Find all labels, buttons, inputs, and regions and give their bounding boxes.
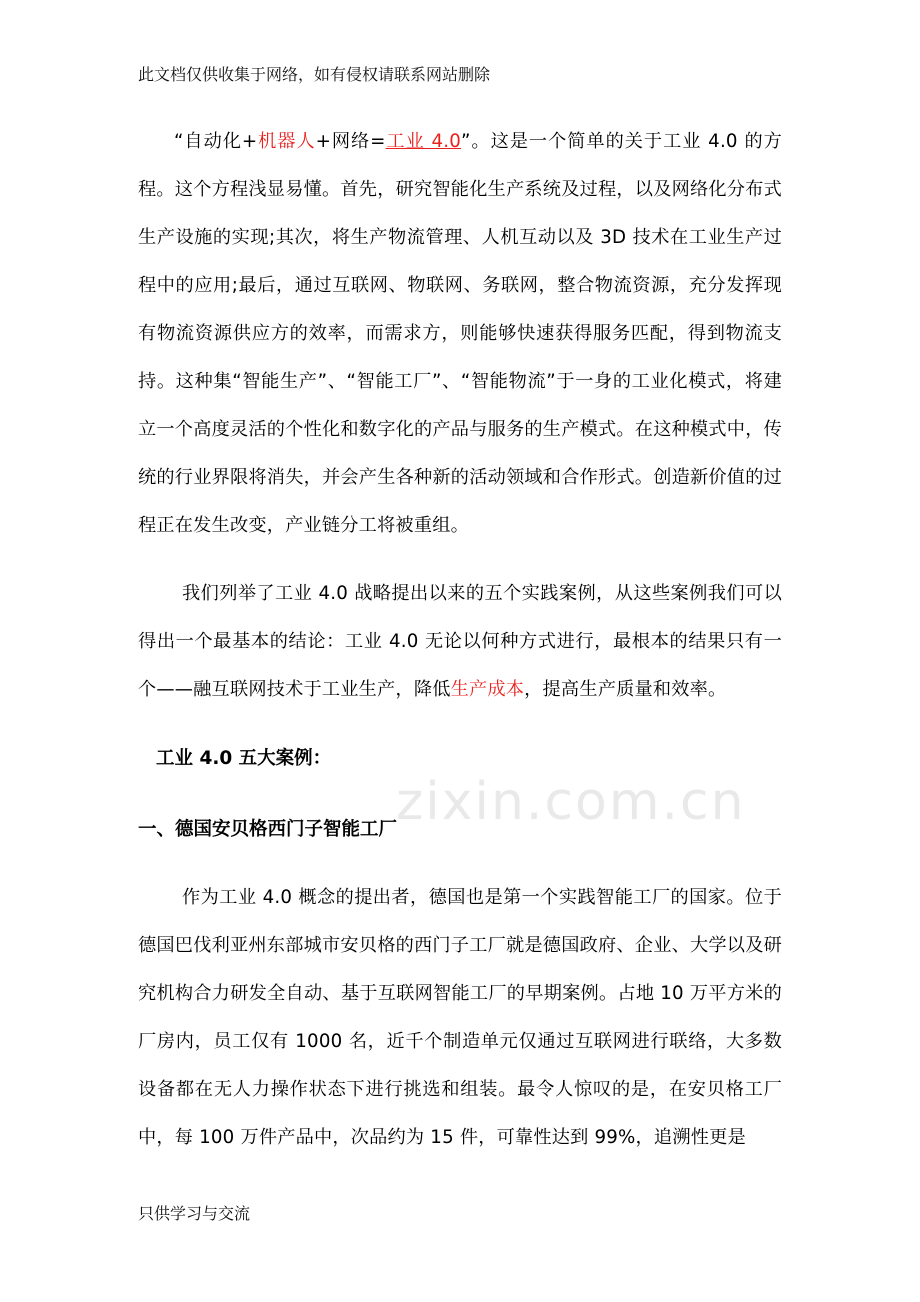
intro-paragraph	[138, 118, 782, 550]
section-heading-case-one: 一、德国安贝格西门子智能工厂	[138, 819, 398, 840]
paragraph-text: +网络=	[315, 131, 386, 152]
watermark: zixin.com.cn	[396, 772, 746, 832]
paragraph-text: “自动化+	[174, 131, 258, 152]
paragraph-text: ，提高生产质量和效率。	[524, 679, 727, 700]
case-one-paragraph: 作为工业 4.0 概念的提出者，德国也是第一个实践智能工厂的国家。位于德国巴伐利亚州东部城市安贝格的西门子工厂就是德国政府、企业、大学以及研究机构合力研发全自动、基于互联网智能工厂的早期案例。占地 10 万平方米的厂房内，员工仅有 1000 名，近千个制造单元仅通过互联网进行联络，大多数设备都在无人力操作状态下进行挑选和组装。最令人惊叹的是，在安贝格工厂中，每 100 万件产品中，次品约为 15 件，可靠性达到 99%，追溯性更是	[138, 887, 782, 1148]
highlight-robot: 机器人	[257, 131, 316, 152]
paragraph-text: 我们列举了工业 4.0 战略提出以来的五个实践案例，从这些案例我们可以得出一个最基本的结论：工业 4.0 无论以何种方式进行，最根本的结果只有一个——融互联网技术于工业生产，降低	[138, 583, 782, 700]
header-disclaimer: 此文档仅供收集于网络，如有侵权请联系网站删除	[138, 65, 491, 84]
highlight-industry40: 工业 4.0	[385, 131, 462, 152]
conclusion-paragraph	[138, 570, 782, 714]
footer-note: 只供学习与交流	[138, 1204, 251, 1223]
section-heading-cases: 工业 4.0 五大案例：	[156, 748, 332, 769]
paragraph-text: ”。这是一个简单的关于工业 4.0 的方程。这个方程浅显易懂。首先，研究智能化生产系统及过程，以及网络化分布式生产设施的实现;其次，将生产物流管理、人机互动以及 3D 技术在工业生产过程中的应用;最后，通过互联网、物联网、务联网，整合物流资源，充分发挥现有物流资源供应方的效率，而需求方，则能够快速获得服务匹配，得到物流支持。这种集“智能生产”、“智能工厂”、“智能物流”于一身的工业化模式，将建立一个高度灵活的个性化和数字化的产品与服务的生产模式。在这种模式中，传统的行业界限将消失，并会产生各种新的活动领域和合作形式。创造新价值的过程正在发生改变，产业链分工将被重组。	[138, 131, 783, 536]
highlight-production-cost: 生产成本	[450, 679, 525, 700]
